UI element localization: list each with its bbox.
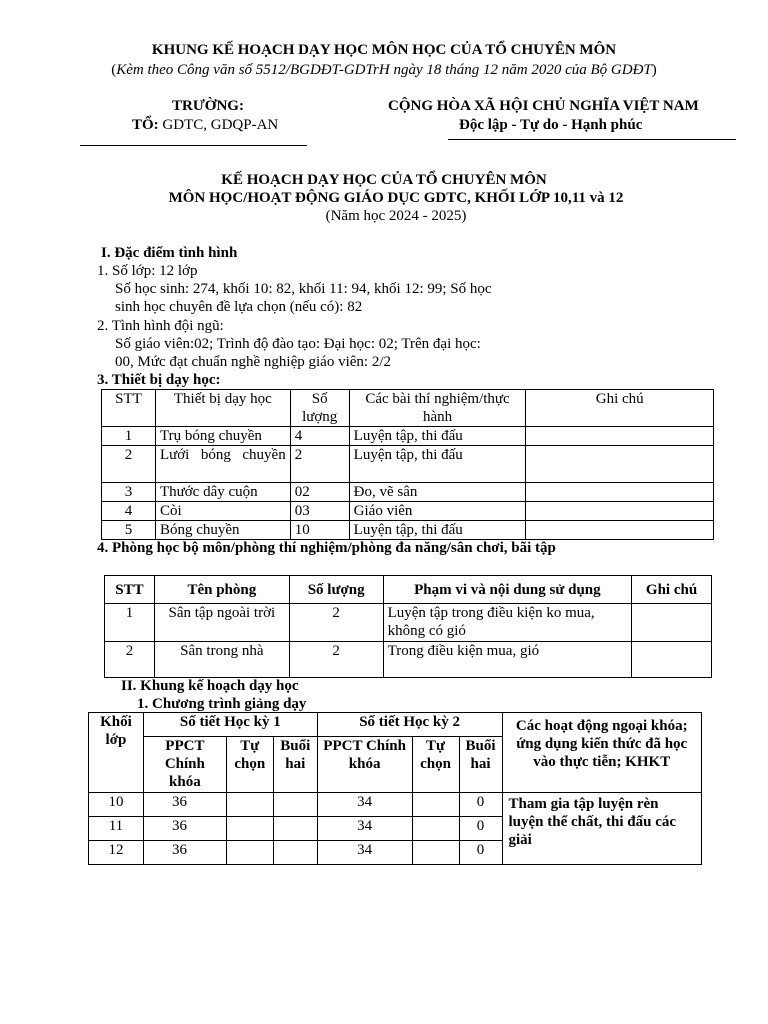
cell-note: [526, 502, 714, 521]
col-grade: Khối lớp: [89, 713, 144, 793]
cell-experiment: Luyện tập, thi đấu: [349, 521, 526, 540]
department-line: [132, 117, 278, 134]
cell-equipment: Lưới bóng chuyền: [155, 446, 290, 483]
table-row: [102, 483, 714, 502]
cell-grade: 10: [89, 793, 144, 817]
col-experiments: Các bài thí nghiệm/thực hành: [349, 390, 526, 427]
school-label: TRƯỜNG:: [172, 98, 244, 114]
cell-quantity: 10: [290, 521, 349, 540]
plan-title: KẾ HOẠCH DẠY HỌC CỦA TỔ CHUYÊN MÔN: [221, 172, 547, 188]
cell-hk2-elective: [412, 793, 459, 817]
cell-stt: 2: [102, 446, 156, 483]
cell-hk1-afternoon: [273, 841, 317, 865]
rooms-heading: 4. Phòng học bộ môn/phòng thí nghiệm/phòng đa năng/sân chơi, bãi tập: [97, 540, 556, 556]
cell-scope: Trong điều kiện mua, gió: [383, 642, 631, 678]
col-hk2-afternoon: Buổi hai: [459, 737, 502, 793]
cell-note: [632, 642, 712, 678]
cell-room-name: Sân trong nhà: [154, 642, 289, 678]
col-hk1-afternoon: Buổi hai: [273, 737, 317, 793]
plan-year: (Năm học 2024 - 2025): [325, 208, 467, 224]
cell-quantity: 2: [289, 604, 383, 642]
cell-hk1-ppct: 36: [143, 841, 226, 865]
table-row: [105, 642, 712, 678]
teacher-standard: 00, Mức đạt chuẩn nghề nghiệp giáo viên: 2/2: [115, 354, 391, 370]
col-notes: Ghi chú: [526, 390, 714, 427]
cell-quantity: 4: [290, 427, 349, 446]
cell-experiment: Luyện tập, thi đấu: [349, 446, 526, 483]
cell-equipment: Bóng chuyền: [155, 521, 290, 540]
col-hk1-ppct: PPCT Chính khóa: [143, 737, 226, 793]
cell-grade: 12: [89, 841, 144, 865]
cell-hk2-ppct: 34: [317, 793, 412, 817]
cell-hk1-elective: [226, 817, 273, 841]
cell-hk2-ppct: 34: [317, 817, 412, 841]
col-semester-2: Số tiết Học kỳ 2: [317, 713, 502, 737]
cell-stt: 5: [102, 521, 156, 540]
curriculum-table: [88, 712, 702, 865]
subtitle-open-paren: (: [111, 62, 117, 78]
rooms-table: [104, 575, 712, 678]
cell-hk1-ppct: 36: [143, 817, 226, 841]
cell-hk1-elective: [226, 841, 273, 865]
cell-equipment: Còi: [155, 502, 290, 521]
equipment-heading: 3. Thiết bị dạy học:: [97, 372, 221, 388]
cell-hk2-afternoon: 0: [459, 817, 502, 841]
col-hk1-elective: Tự chọn: [226, 737, 273, 793]
table-row: [89, 793, 702, 817]
student-count: Số học sinh: 274, khối 10: 82, khối 11: 94, khối 12: 99; Số học: [115, 281, 492, 297]
table-row: [105, 604, 712, 642]
col-scope: Phạm vi và nội dung sử dụng: [383, 576, 631, 604]
cell-hk1-elective: [226, 793, 273, 817]
cell-stt: 3: [102, 483, 156, 502]
col-equipment: Thiết bị dạy học: [155, 390, 290, 427]
table-row: [102, 446, 714, 483]
cell-note: [526, 483, 714, 502]
cell-hk1-afternoon: [273, 817, 317, 841]
cell-hk2-afternoon: 0: [459, 841, 502, 865]
cell-stt: 2: [105, 642, 155, 678]
cell-hk1-afternoon: [273, 793, 317, 817]
equipment-header-row: [102, 390, 714, 427]
nation-motto: Độc lập - Tự do - Hạnh phúc: [459, 117, 643, 133]
cell-hk2-elective: [412, 841, 459, 865]
section-1-heading: I. Đặc điểm tình hình: [101, 245, 238, 261]
cell-experiment: Giáo viên: [349, 502, 526, 521]
subtitle-text: Kèm theo Công văn số 5512/BGDĐT-GDTrH ngày 18 tháng 12 năm 2020 của Bộ GDĐT: [116, 62, 652, 78]
col-hk2-elective: Tự chọn: [412, 737, 459, 793]
subtitle-close-paren: ): [651, 62, 657, 78]
document-subtitle: [0, 62, 768, 79]
cell-hk2-afternoon: 0: [459, 793, 502, 817]
col-quantity: Số lượng: [290, 390, 349, 427]
cell-note: [632, 604, 712, 642]
cell-room-name: Sân tập ngoài trời: [154, 604, 289, 642]
left-divider: [80, 145, 307, 146]
col-stt: STT: [102, 390, 156, 427]
col-quantity: Số lượng: [289, 576, 383, 604]
col-semester-1: Số tiết Học kỳ 1: [143, 713, 317, 737]
cell-quantity: 03: [290, 502, 349, 521]
col-room-name: Tên phòng: [154, 576, 289, 604]
cell-note: [526, 446, 714, 483]
nation-title: CỘNG HÒA XÃ HỘI CHỦ NGHĨA VIỆT NAM: [388, 98, 699, 114]
curriculum-header-row: [89, 713, 702, 737]
cell-hk2-ppct: 34: [317, 841, 412, 865]
cell-quantity: 2: [290, 446, 349, 483]
cell-activities: Tham gia tập luyện rèn luyện thể chất, thi đấu các giải: [502, 793, 702, 865]
col-hk2-ppct: PPCT Chính khóa: [317, 737, 412, 793]
cell-experiment: Luyện tập, thi đấu: [349, 427, 526, 446]
cell-hk2-elective: [412, 817, 459, 841]
cell-stt: 1: [105, 604, 155, 642]
cell-stt: 1: [102, 427, 156, 446]
department-value: GDTC, GDQP-AN: [158, 117, 279, 133]
cell-experiment: Đo, vẽ sân: [349, 483, 526, 502]
elective-students: sinh học chuyên đề lựa chọn (nếu có): 82: [115, 299, 363, 315]
col-stt: STT: [105, 576, 155, 604]
cell-scope: Luyện tập trong điều kiện ko mua, không có gió: [383, 604, 631, 642]
equipment-table: [101, 389, 714, 540]
cell-note: [526, 427, 714, 446]
curriculum-heading: 1. Chương trình giảng dạy: [137, 696, 307, 712]
col-activities: Các hoạt động ngoại khóa; ứng dụng kiến thức đã học vào thực tiễn; KHKT: [502, 713, 702, 793]
teacher-count: Số giáo viên:02; Trình độ đào tạo: Đại học: 02; Trên đại học:: [115, 336, 481, 352]
table-row: [102, 427, 714, 446]
section-2-heading: II. Khung kế hoạch dạy học: [121, 678, 299, 694]
cell-quantity: 2: [289, 642, 383, 678]
staff-heading: 2. Tình hình đội ngũ:: [97, 318, 224, 334]
cell-equipment: Thước dây cuộn: [155, 483, 290, 502]
cell-note: [526, 521, 714, 540]
col-notes: Ghi chú: [632, 576, 712, 604]
rooms-header-row: [105, 576, 712, 604]
table-row: [102, 521, 714, 540]
cell-equipment: Trụ bóng chuyền: [155, 427, 290, 446]
plan-subject: MÔN HỌC/HOẠT ĐỘNG GIÁO DỤC GDTC, KHỐI LỚP 10,11 và 12: [168, 190, 624, 206]
department-label: TỔ:: [132, 117, 159, 133]
cell-quantity: 02: [290, 483, 349, 502]
document-title: KHUNG KẾ HOẠCH DẠY HỌC MÔN HỌC CỦA TỔ CHUYÊN MÔN: [151, 42, 617, 58]
table-row: [102, 502, 714, 521]
cell-stt: 4: [102, 502, 156, 521]
right-divider: [448, 139, 736, 140]
class-count: 1. Số lớp: 12 lớp: [97, 263, 198, 279]
cell-hk1-ppct: 36: [143, 793, 226, 817]
cell-grade: 11: [89, 817, 144, 841]
